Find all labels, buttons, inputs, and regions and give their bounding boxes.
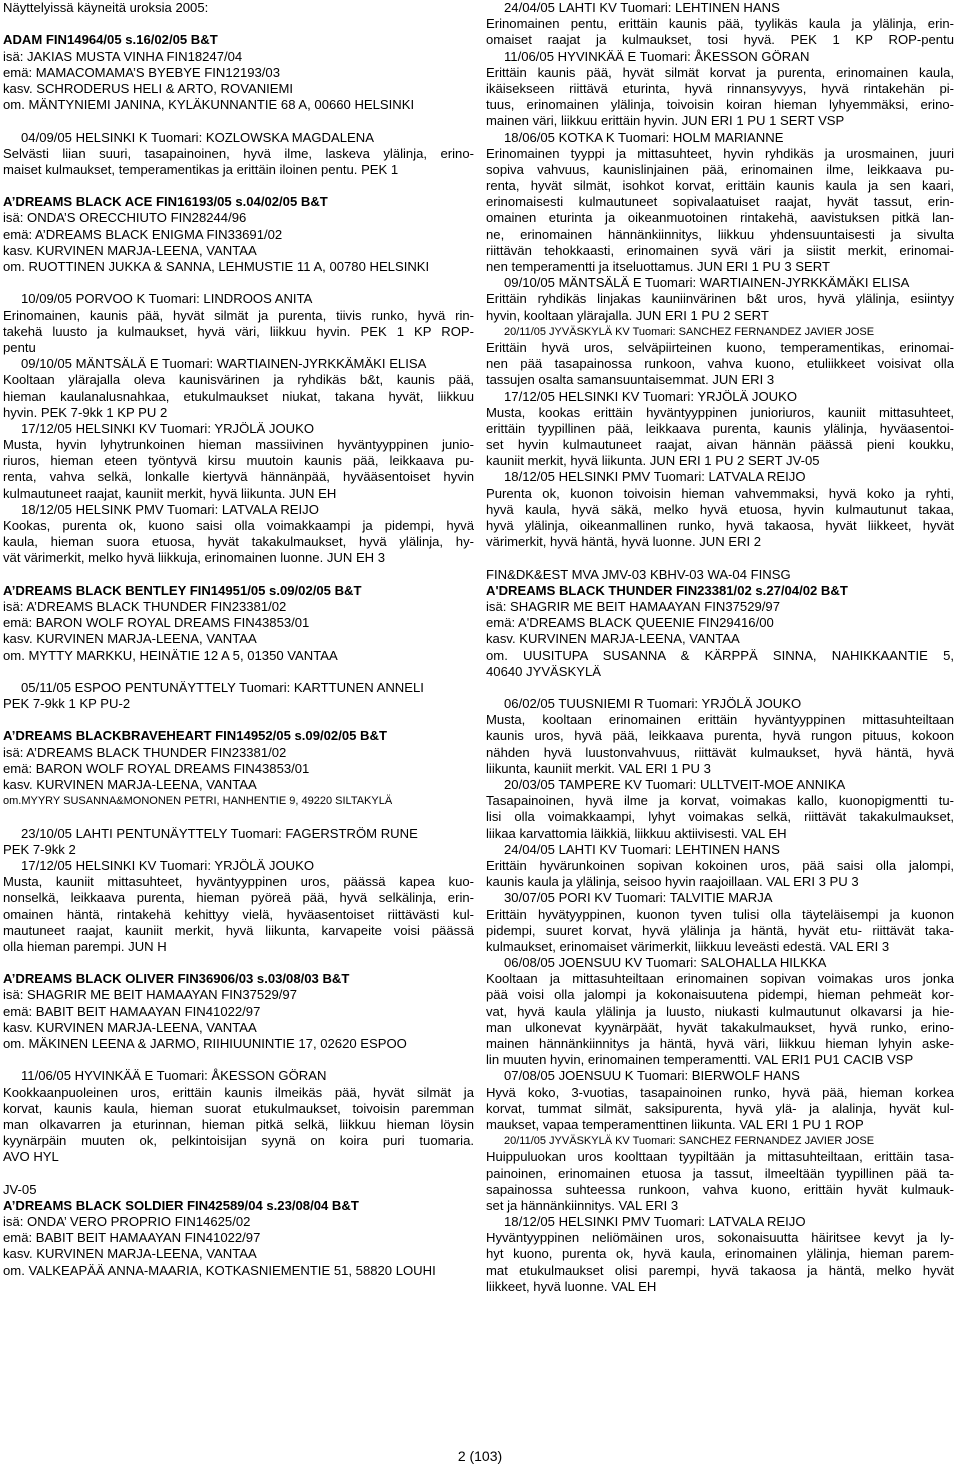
dog-name-heading: ADAM FIN14964/05 s.16/02/05 B&T [3,32,218,48]
text-line: hyvin. PEK 7-9kk 1 KP PU 2 [3,404,168,420]
text-line: Musta, kauniit mittasuhteet, hyväntyyppinen uros, päässä kapea kuo- [3,874,474,890]
show-result-heading: 24/04/05 LAHTI KV Tuomari: LEHTINEN HANS [504,0,780,15]
dog-name-heading: A'DREAMS BLACK THUNDER FIN23381/02 s.27/04/02 B&T [486,582,848,598]
text-line: man olkavarren ja eturinnan, hieman pitkä selkä, liikkuu hieman löysin [3,1116,474,1132]
spacer [3,664,474,680]
text-line: kauniit merkit, hyvä liikunta. JUN ERI 1 PU 2 SERT JV-05 [486,453,820,469]
text-line: isä: ONDA’S ORECCHIUTO FIN28244/96 [3,210,247,226]
text-line: emä: A’DREAMS BLACK ENIGMA FIN33691/02 [3,226,283,242]
text-line: JV-05 [3,1181,37,1197]
page-number: 2 (103) [457,1448,503,1464]
text-line: hieman kaulanalusnahkaa, etukulmaukset niukat, takana hyvät, liikkuu [3,388,474,404]
text-line: om. MÄNTYNIEMI JANINA, KYLÄKUNNANTIE 68 A, 00660 HELSINKI [3,97,415,113]
text-line: Erinomainen, kaunis pää, hyvät silmät ja purenta, tiivis runko, hyvä rin- [3,307,474,323]
text-line: maukset, vapaa temperamenttinen liikunta. VAL ERI 1 PU 1 ROP [486,1116,864,1132]
text-line: pää voisi olla jalompi ja kokonaisuutena pidempi, hieman pehmeät kor- [486,987,954,1003]
text-line: Huippuluokan uros koolttaan tyypiltään ja mittasuhteiltaan, erittäin tasa- [486,1149,954,1165]
text-line: olla hieman parempi. JUN H [3,938,167,954]
text-line: FIN&DK&EST MVA JMV-03 KBHV-03 WA-04 FINSG [486,566,791,582]
text-line: tuus, erinomainen ylälinja, toivoisin koiran hieman lyhyemmäksi, erino- [486,97,954,113]
text-line: nen temperamentti ja itseluottamus. JUN ERI 1 PU 3 SERT [486,259,830,274]
show-result-heading: 18/12/05 HELSINKI PMV Tuomari: LATVALA REIJO [504,1214,806,1230]
text-line: kasv. KURVINEN MARJA-LEENA, VANTAA [3,631,257,647]
show-result-heading: 18/12/05 HELSINKI PMV Tuomari: LATVALA REIJO [504,469,806,485]
spacer [3,1166,474,1182]
text-line: Näyttelyissä käyneitä uroksia 2005: [3,0,209,15]
show-result-heading: 30/07/05 PORI KV Tuomari: TALVITIE MARJA [504,890,773,906]
text-line: kasv. KURVINEN MARJA-LEENA, VANTAA [3,777,257,792]
show-result-heading: 09/10/05 MÄNTSÄLÄ E Tuomari: WARTIAINEN-JYRKKÄMÄKI ELISA [21,356,427,372]
text-line: omainen häntä, rintakehä kehittyy vielä, hyväasentoiset riittävästi kul- [3,906,474,922]
text-line: nonselkä, leikkaava purenta, hieman pyöreä pää, hyvä selkälinja, erin- [3,890,474,906]
text-line: Kooltaan ja mittasuhteiltaan erinomainen sopivan voimakas uros jonka [486,971,954,987]
show-result-heading: 05/11/05 ESPOO PENTUNÄYTTELY Tuomari: KARTTUNEN ANNELI [21,679,424,695]
text-line: Musta, hyvin lyhytrunkoinen hieman massiivinen hyväntyyppinen junio- [3,437,474,453]
text-line: hyvä kaula, hyvä säkä, melko hyvä etuosa, hyvin kulmautunut takaa, [486,501,954,517]
text-line: pidempi, suuret korvat, hyvä ylälinja ja häntä, hyvät etu- riittävät taka- [486,922,954,938]
text-line: emä: A'DREAMS BLACK QUEENIE FIN29416/00 [486,615,774,631]
text-line: ikäisekseen riittävä eturinta, hyvä rinnansyvyys, hyvä rintakehän pi- [486,80,954,96]
spacer [3,1052,474,1068]
text-line: kulmautuneet raajat, kauniit merkit, hyvä liikunta. JUN EH [3,485,337,501]
text-line: Erittäin kaunis pää, hyvät silmät korvat ja purenta, erinomainen kaula, [486,64,954,80]
text-line: mainen hännänkiinnitys ja häntä, hyvä väri, liikkuu hieman lyhyin aske- [486,1036,954,1051]
text-line: hyvä ylälinja, oikeanmallinen runko, hyvä takaosa, hyvät liikkeet, hyvät [486,518,954,533]
text-line: kaunis uros, hyvä pää, leikkaava purenta, hyvä rungon pituus, kokoon [486,728,954,744]
text-line: mainen väri, liikkuu erittäin hyvin. JUN ERI 1 PU 1 SERT VSP [486,113,845,129]
spacer [3,712,474,728]
spacer [486,550,954,566]
dog-name-heading: A’DREAMS BLACK OLIVER FIN36906/03 s.03/08/03 B&T [3,971,350,987]
spacer [3,955,474,971]
text-line: set hyvin kulmautuneet raajat, aivan hännän päässä pieni koukku, [486,437,954,453]
text-line: Erittäin hyvätyyppinen, kuonon tyven tulisi olla täyteläisempi ja kuonon [486,906,954,922]
show-result-heading: 23/10/05 LAHTI PENTUNÄYTTELY Tuomari: FAGERSTRÖM RUNE [21,825,418,841]
text-line: emä: BABIT BEIT HAMAAYAN FIN41022/97 [3,1230,261,1246]
show-result-heading: 18/06/05 KOTKA K Tuomari: HOLM MARIANNE [504,129,784,145]
text-line: emä: BARON WOLF ROYAL DREAMS FIN43853/01 [3,760,310,776]
text-line: erittäin tyypillinen pää, leikkaava purenta, kaunis ylälinja, hyväasentoi- [486,420,954,436]
text-line: Kookas, purenta ok, kuono saisi olla voimakkaampi ja pidempi, hyvä [3,518,474,533]
text-line: Musta, kooltaan erinomainen erittäin hyväntyyppinen mittasuhteiltaan [486,712,954,728]
text-line: hyt kuono, purenta ok, hyvä kaula, erinomainen ylälinja, hieman parem- [486,1246,954,1262]
text-line: nen pää tasapainossa runkoon, vahva kuono, etuliikkeet voisivat olla [486,356,954,372]
dog-name-heading: A’DREAMS BLACK SOLDIER FIN42589/04 s.23/08/04 B&T [3,1197,359,1213]
text-line: isä: JAKIAS MUSTA VINHA FIN18247/04 [3,48,243,64]
text-line: kasv. KURVINEN MARJA-LEENA, VANTAA [3,1019,257,1035]
text-line: korvat, tummat silmät, saksipurenta, hyvä ylä- ja alalinja, hyvät kul- [486,1100,954,1116]
show-result-heading: 11/06/05 HYVINKÄÄ E Tuomari: ÅKESSON GÖRAN [504,48,810,64]
text-line: sopiva vahvuus, kaunislinjainen pää, erinomainen ilme, leikkaava pu- [486,161,954,177]
text-line: renta, hyvät silmät, isohkot korvat, erittäin kaunis kaula ja sen kaari, [486,178,954,194]
text-line: isä: A’DREAMS BLACK THUNDER FIN23381/02 [3,744,287,760]
spacer [3,809,474,825]
text-line: kasv. KURVINEN MARJA-LEENA, VANTAA [3,1246,257,1262]
text-line: nähden hyvä luustonvahvuus, riittävät kulmaukset, hyvä häntä, hyvä [486,744,954,760]
text-line: man ulkonevat kyynärpäät, hyvät takakulmaukset, hyvä runko, erino- [486,1019,954,1035]
show-result-heading: 20/11/05 JYVÄSKYLÄ KV Tuomari: SANCHEZ FERNANDEZ JAVIER JOSE [504,325,875,338]
text-line: painoinen, erinomainen etuosa ja tassut, ilmeeltään tyypillinen pää ta- [486,1165,954,1181]
text-line: lisi olla voimakkaampi, lyhyt voimakas selkä, riittävät takakulmaukset, [486,809,954,825]
text-line: emä: MAMACOMAMA’S BYEBYE FIN12193/03 [3,64,281,80]
text-line: erinomaisesti kulmautuneet sopivalaatuiset raajat, hyvät tassut, erin- [486,194,954,210]
text-line: vät värimerkit, melko hyvä liikkuja, erinomainen luonne. JUN EH 3 [3,550,386,566]
text-line: Selvästi liian suuri, tasapainoinen, hyvä ilme, laskeva ylälinja, erino- [3,145,474,161]
text-line: isä: SHAGRIR ME BEIT HAMAAYAN FIN37529/97 [3,987,297,1003]
spacer [3,567,474,583]
text-line: isä: ONDA’ VERO PROPRIO FIN14625/02 [3,1214,251,1230]
text-line: omainen eturinta ja oikeanmuotoinen rintakehä, aavistuksen pitkä lan- [486,210,954,226]
show-result-heading: 10/09/05 PORVOO K Tuomari: LINDROOS ANITA [21,291,313,307]
text-line: mat etukulmaukset olisi parempi, hyvä takaosa ja häntä, melko hyvät [486,1262,954,1278]
show-result-heading: 20/11/05 JYVÄSKYLÄ KV Tuomari: SANCHEZ FERNANDEZ JAVIER JOSE [504,1135,875,1148]
spacer [3,16,474,32]
text-line: om. MYTTY MARKKU, HEINÄTIE 12 A 5, 01350 VANTAA [3,647,338,663]
text-line: isä: A’DREAMS BLACK THUNDER FIN23381/02 [3,598,287,614]
text-line: liikaa karvattomia läikkiä, liikkuu aktiivisesti. VAL EH [486,825,787,841]
text-line: liikunta, kauniit merkit. VAL ERI 1 PU 3 [486,760,711,776]
text-line: PEK 7-9kk 2 [3,841,76,857]
show-result-heading: 17/12/05 HELSINKI KV Tuomari: YRJÖLÄ JOUKO [21,420,315,436]
text-line: renta, vahva selkä, lonkalle kiertyvä hännänpää, hyvääsentoiset hyvin [3,469,474,485]
text-line: liikkeet, hyvä luonne. VAL EH [486,1278,657,1294]
text-line: emä: BABIT BEIT HAMAAYAN FIN41022/97 [3,1003,261,1019]
text-line: isä: SHAGRIR ME BEIT HAMAAYAN FIN37529/97 [486,598,780,614]
text-line: om. VALKEAPÄÄ ANNA-MAARIA, KOTKASNIEMENTIE 51, 58820 LOUHI [3,1262,436,1278]
show-result-heading: 07/08/05 JOENSUU K Tuomari: BIERWOLF HANS [504,1068,800,1084]
text-line: kaunis kaula ja ylälinja, seisoo hyvin raajoillaan. VAL ERI 3 PU 3 [486,874,859,890]
text-line: takehä luusto ja kulmaukset, hyvä väri, liikkuu hyvin. PEK 1 KP ROP- [3,323,474,339]
text-line: kyynärpäin muuten ok, pelkintoisijan syynä on koira puri tuomaria. [3,1133,474,1149]
dog-name-heading: A’DREAMS BLACKBRAVEHEART FIN14952/05 s.09/02/05 B&T [3,728,387,744]
left-column [3,0,474,1279]
text-line: maiset kulmaukset, temperamentikas ja erittäin iloinen pentu. PEK 1 [3,161,399,177]
text-line: kaula, hieman suora etuosa, hyvät takakulmaukset, hyvä ylälinja, hy- [3,534,474,550]
show-result-heading: 18/12/05 HELSINK PMV Tuomari: LATVALA REIJO [21,501,319,517]
text-line: mautuneet raajat, kauniit merkit, hyvä liikunta, karvapeite voisi päässä [3,922,474,938]
text-line: emä: BARON WOLF ROYAL DREAMS FIN43853/01 [3,615,310,631]
text-line: set ja hännänkiinnitys. VAL ERI 3 [486,1197,679,1213]
spacer [3,275,474,291]
text-line: om. MÄKINEN LEENA & JARMO, RIIHIUUNINTIE 17, 02620 ESPOO [3,1036,407,1051]
show-result-heading: 17/12/05 HELSINKI KV Tuomari: YRJÖLÄ JOUKO [504,388,798,404]
dog-name-heading: A’DREAMS BLACK BENTLEY FIN14951/05 s.09/02/05 B&T [3,582,362,598]
text-line: 40640 JYVÄSKYLÄ [486,663,602,679]
text-line: ne, erinomainen hännänkiinnitys, liikkuu yhdensuuntaisesti ja sivulta [486,226,954,242]
text-line: sapainossa suhteessa runkoon, vahva kuono, erittäin hyvät kulmauk- [486,1181,954,1197]
text-line: riuros, hieman eteen työntyvä kirsu muutoin kaunis pää, leikkaava pu- [3,453,474,469]
text-line: om. RUOTTINEN JUKKA & SANNA, LEHMUSTIE 11 A, 00780 HELSINKI [3,259,430,274]
text-line: Hyvä koko, 3-vuotias, tasapainoinen runko, hyvä pää, hieman korkea [486,1084,954,1100]
show-result-heading: 24/04/05 LAHTI KV Tuomari: LEHTINEN HANS [504,841,780,857]
show-result-heading: 06/02/05 TUUSNIEMI R Tuomari: YRJÖLÄ JOUKO [504,696,802,712]
text-line: Musta, kookas erittäin hyväntyyppinen junioriuros, kauniit mittasuhteet, [486,404,954,420]
text-line: lin muuten hyvin, erinomainen temperamentti. VAL ERI1 PU1 CACIB VSP [486,1052,914,1068]
show-result-heading: 04/09/05 HELSINKI K Tuomari: KOZLOWSKA MAGDALENA [21,129,374,145]
show-result-heading: 11/06/05 HYVINKÄÄ E Tuomari: ÅKESSON GÖRAN [21,1068,327,1084]
text-line: kasv. KURVINEN MARJA-LEENA, VANTAA [3,242,257,258]
text-line: Hyväntyyppinen neliömäinen uros, sokonaisuutta häiritsee kevyt ja ly- [486,1230,954,1246]
text-line: Erittäin hyvärunkoinen sopivan kokoinen uros, pää saisi olla jalompi, [486,857,954,873]
text-line: AVO HYL [3,1149,59,1165]
dog-name-heading: A’DREAMS BLACK ACE FIN16193/05 s.04/02/05 B&T [3,194,328,210]
text-line: Erinomainen pentu, erittäin kaunis pää, tyylikäs kaula ja ylälinja, erin- [486,16,954,32]
text-line: Kooltaan ylärajalla oleva kaunisvärinen ja ryhdikäs b&t, kaunis pää, [3,372,474,388]
text-line: Erittäin hyvä uros, selväpiirteinen kuono, temperamentikas, erinomai- [486,339,954,355]
text-line: omaiset raajat ja kulmaukset, tosi hyvä. PEK 1 KP ROP-pentu [486,32,954,48]
text-line: vat, hyvä kaula ylälinja ja luusto, niukasti kulmautunut olkavarsi ja hie- [486,1003,954,1019]
text-line: Erinomainen tyyppi ja mittasuhteet, hyvin ryhdikäs ja urosmainen, juuri [486,145,954,161]
text-line: om.MYYRY SUSANNA&MONONEN PETRI, HANHENTIE 9, 49220 SILTAKYLÄ [3,795,393,808]
spacer [486,680,954,696]
show-result-heading: 09/10/05 MÄNTSÄLÄ E Tuomari: WARTIAINEN-JYRKKÄMÄKI ELISA [504,275,910,291]
text-line: Tasapainoinen, hyvä ilme ja korvat, voimakas kallo, kuonopigmentti tu- [486,793,954,809]
text-line: kasv. SCHRODERUS HELI & ARTO, ROVANIEMI [3,80,294,96]
text-line: korvat, kaunis kaula, hieman suorat etukulmaukset, toivoisin paremman [3,1100,474,1116]
text-line: hyvin, kooltaan ylärajalla. JUN ERI 1 PU 2 SERT [486,307,769,323]
text-line: om. UUSITUPA SUSANNA & KÄRPPÄ SINNA, NAHIKKAANTIE 5, [486,647,954,663]
text-line: kulmaukset, erinomaiset värimerkit, liikkuu leveästi edestä. VAL ERI 3 [486,938,890,954]
spacer [3,178,474,194]
show-result-heading: 06/08/05 JOENSUU KV Tuomari: SALOHALLA HILKKA [504,955,827,971]
show-result-heading: 17/12/05 HELSINKI KV Tuomari: YRJÖLÄ JOUKO [21,857,315,873]
spacer [3,113,474,129]
text-line: pentu [3,339,36,355]
right-column [486,0,954,1295]
text-line: PEK 7-9kk 1 KP PU-2 [3,696,131,712]
show-result-heading: 20/03/05 TAMPERE KV Tuomari: ULLTVEIT-MOE ANNIKA [504,777,846,792]
text-line: kasv. KURVINEN MARJA-LEENA, VANTAA [486,631,740,647]
text-line: värimerkit, hyvä häntä, hyvä luonne. JUN ERI 2 [486,534,762,550]
text-line: Erittäin ryhdikäs linjakas kauniinvärinen b&t uros, hyvä ylälinja, esiintyy [486,291,954,307]
text-line: Purenta ok, kuonon toivoisin hieman vahvemmaksi, hyvä koko ja ryhti, [486,485,954,501]
text-line: Kookkaanpuoleinen uros, erittäin kaunis ilmeikäs pää, hyvät silmät ja [3,1084,474,1100]
text-line: tassujen osalta samansuuntaisemmat. JUN ERI 3 [486,372,775,388]
text-line: riittävän tehokkaasti, erinomainen syvä väri ja siistit merkit, erinomai- [486,242,954,258]
